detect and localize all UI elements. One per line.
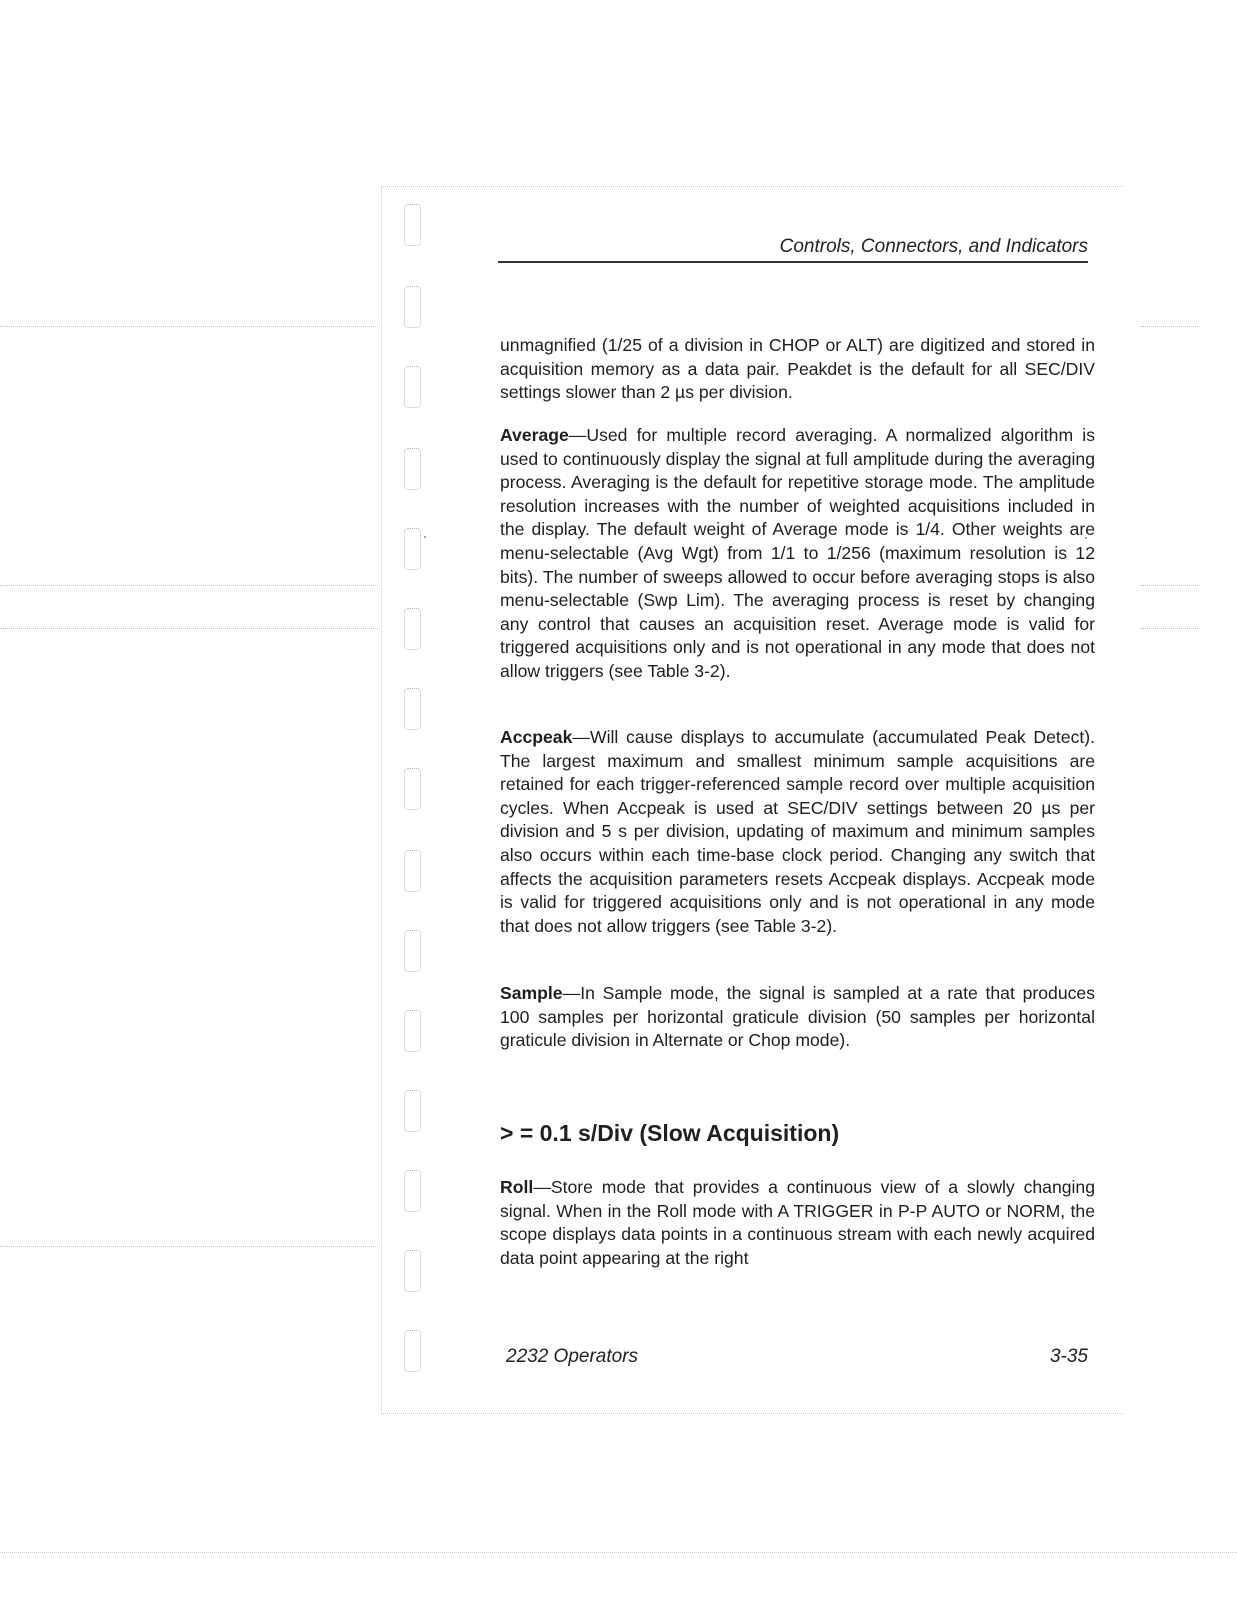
intro-paragraph (500, 334, 1095, 405)
paragraph-text: Store mode that provides a continuous view of a slowly changing signal. When in the Roll mode with A TRIGGER in P-P AUTO or NORM, the scope displays data points in a continuous stream with each newly acquired data point appearing at the right (500, 1177, 1095, 1268)
punch-hole (404, 1010, 421, 1052)
punch-hole (404, 204, 421, 246)
footer-manual-title: 2232 Operators (506, 1346, 639, 1367)
average-paragraph (500, 424, 1095, 684)
paragraph-text: In Sample mode, the signal is sampled at a rate that produces 100 samples per horizontal graticule division (50 samples per horizontal graticule division in Alternate or Chop mode). (500, 983, 1095, 1051)
punch-hole (404, 850, 421, 892)
paragraph-text: unmagnified (1/25 of a division in CHOP or ALT) are digitized and stored in acquisition memory as a data pair. Peakdet is the default for all SEC/DIV settings slower than 2 µs per division. (500, 335, 1095, 403)
header-rule (498, 261, 1088, 263)
term-average: Average (500, 425, 569, 445)
scan-line (0, 326, 378, 327)
term-separator: — (533, 1177, 551, 1197)
punch-hole (404, 688, 421, 730)
accpeak-paragraph (500, 726, 1095, 938)
scan-line (1140, 585, 1200, 586)
roll-paragraph (500, 1176, 1095, 1270)
term-separator: — (572, 727, 590, 747)
term-separator: — (562, 983, 581, 1003)
punch-hole (404, 1330, 421, 1372)
punch-hole (404, 608, 421, 650)
footer-page-number: 3-35 (1049, 1346, 1088, 1367)
punch-hole (404, 286, 421, 328)
running-header: Controls, Connectors, and Indicators (779, 236, 1088, 257)
term-accpeak: Accpeak (500, 727, 573, 747)
term-separator: — (568, 425, 587, 445)
paragraph-text: Will cause displays to accumulate (accumulated Peak Detect). The largest maximum and smallest minimum sample acquisitions are retained for each trigger-referenced sample record over multiple acquisition cycles. When Accpeak is used at SEC/DIV settings between 20 µs per division and 5 s per division, updating of maximum and minimum samples also occurs within each time-base clock period. Changing any switch that affects the acquisition parameters resets Accpeak displays. Accpeak mode is valid for triggered acquisitions only and is not operational in any mode that does not allow triggers (see Table 3-2). (500, 727, 1095, 936)
punch-hole (404, 1250, 421, 1292)
section-heading: > = 0.1 s/Div (Slow Acquisition) (500, 1120, 840, 1146)
punch-hole (404, 448, 421, 490)
scan-line (0, 1246, 378, 1247)
scan-line (0, 1552, 1237, 1553)
term-sample: Sample (500, 983, 563, 1003)
punch-hole (404, 1090, 421, 1132)
scan-line (0, 585, 378, 586)
punch-hole (404, 366, 421, 408)
scan-line (0, 628, 378, 629)
term-roll: Roll (500, 1177, 534, 1197)
paragraph-text: Used for multiple record averaging. A normalized algorithm is used to continuously display the signal at full amplitude during the averaging process. Averaging is the default for repetitive storage mode. The amplitude resolution increases with the number of weighted acquisitions included in the display. The default weight of Average mode is 1/4. Other weights are menu-selectable (Avg Wgt) from 1/1 to 1/256 (maximum resolution is 12 bits). The number of sweeps allowed to occur before averaging stops is also menu-selectable (Swp Lim). The averaging process is reset by changing any control that causes an acquisition reset. Average mode is valid for triggered acquisitions only and is not operational in any mode that does not allow triggers (see Table 3-2). (500, 425, 1095, 681)
sample-paragraph (500, 982, 1095, 1053)
scan-line (1140, 628, 1200, 629)
punch-hole (404, 1170, 421, 1212)
punch-hole (404, 930, 421, 972)
scan-line (1140, 326, 1200, 327)
punch-hole (404, 528, 421, 570)
punch-hole (404, 768, 421, 810)
speck (424, 536, 426, 538)
